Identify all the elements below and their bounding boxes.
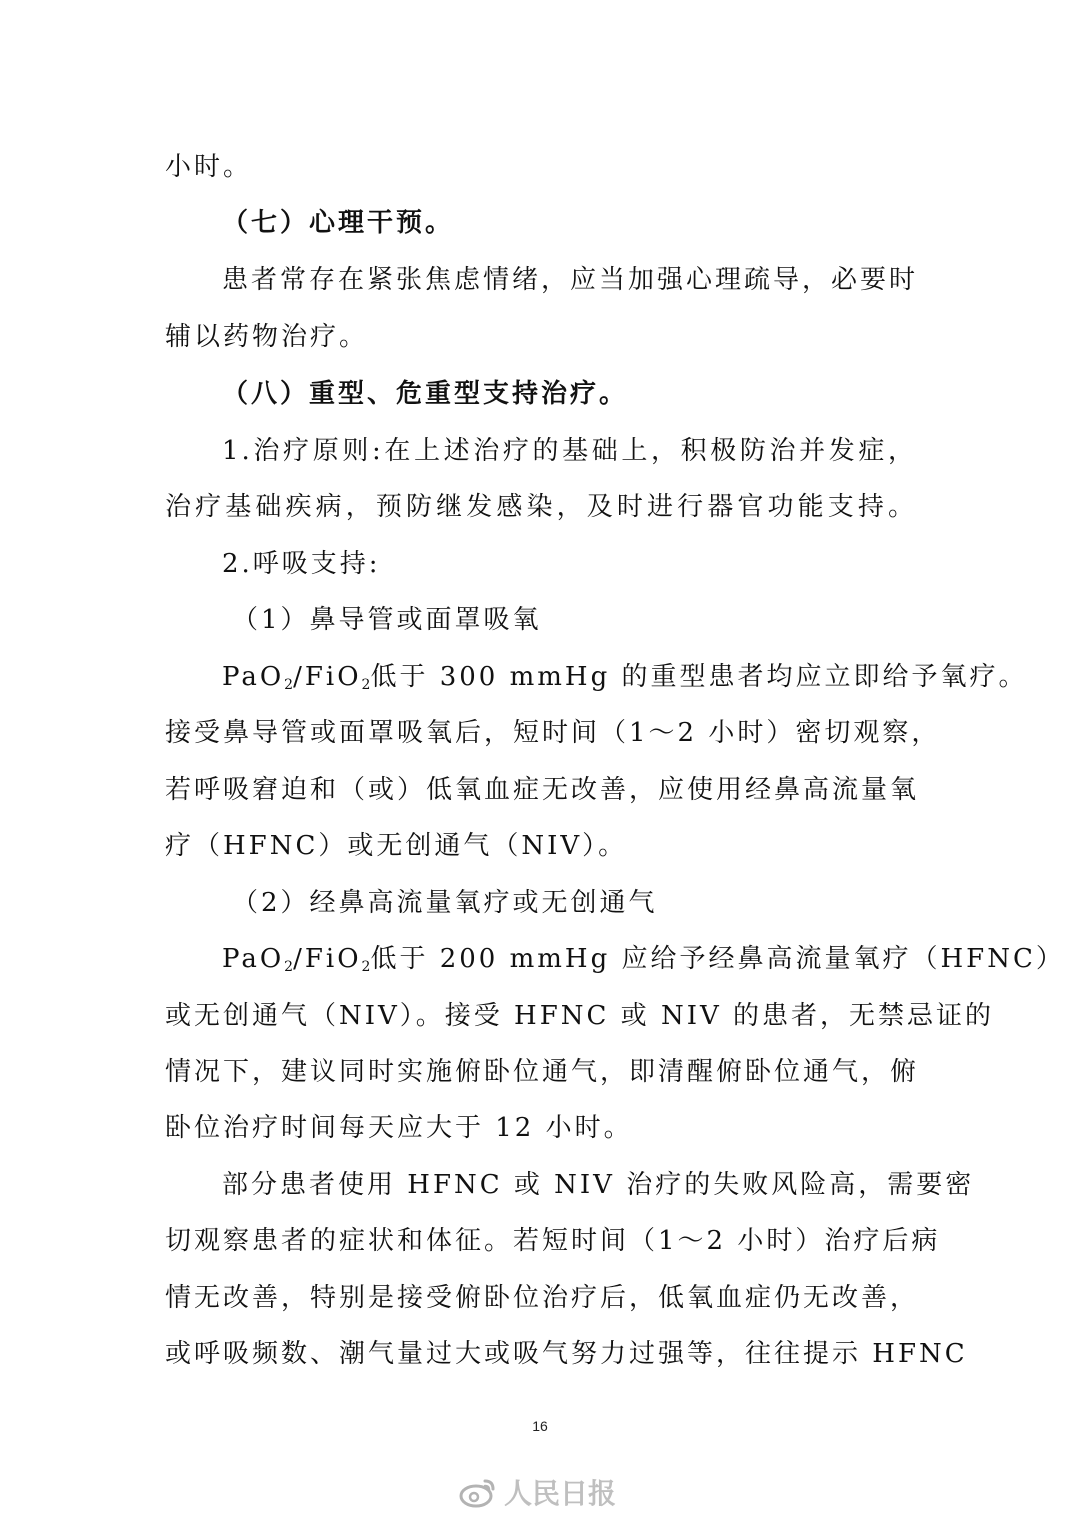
weibo-icon xyxy=(458,1475,498,1509)
formula-pao2: PaO$_2$/FiO$_2$ xyxy=(222,944,371,975)
paragraph-line: 治疗基础疾病，预防继发感染，及时进行器官功能支持。 xyxy=(165,492,917,522)
line-text: 低于 300 mmHg 的重型患者均应立即给予氧疗。 xyxy=(370,662,1028,692)
formula-pao2: PaO$_2$/FiO$_2$ xyxy=(222,662,371,693)
paragraph-line: 小时。 xyxy=(165,152,253,182)
paragraph-line: 辅以药物治疗。 xyxy=(165,322,369,352)
paragraph-line: 或呼吸频数、潮气量过大或吸气努力过强等，往往提示 HFNC xyxy=(165,1339,968,1369)
line-text: 低于 200 mmHg 应给予经鼻高流量氧疗（HFNC） xyxy=(370,944,1065,974)
subsection-heading: （1）鼻导管或面罩吸氧 xyxy=(232,605,542,635)
subsection-heading: 2.呼吸支持: xyxy=(222,549,381,579)
paragraph-line xyxy=(222,942,1065,976)
subsection-heading: （2）经鼻高流量氧疗或无创通气 xyxy=(232,888,658,918)
paragraph-line xyxy=(222,660,1028,694)
paragraph-line: 卧位治疗时间每天应大于 12 小时。 xyxy=(165,1113,633,1143)
paragraph-line: 情况下，建议同时实施俯卧位通气，即清醒俯卧位通气，俯 xyxy=(165,1057,920,1087)
paragraph-line: 接受鼻导管或面罩吸氧后，短时间（1～2 小时）密切观察， xyxy=(165,718,941,748)
paragraph-line: 情无改善，特别是接受俯卧位治疗后，低氧血症仍无改善， xyxy=(165,1283,920,1313)
section-heading: （七）心理干预。 xyxy=(222,208,455,238)
page-number: 16 xyxy=(532,1418,548,1434)
paragraph-line: 疗（HFNC）或无创通气（NIV）。 xyxy=(165,831,628,861)
paragraph-line: 患者常存在紧张焦虑情绪，应当加强心理疏导，必要时 xyxy=(222,265,919,295)
paragraph-line: 或无创通气（NIV）。接受 HFNC 或 NIV 的患者，无禁忌证的 xyxy=(165,1001,995,1031)
paragraph-line: 1.治疗原则:在上述治疗的基础上，积极防治并发症， xyxy=(222,436,917,466)
watermark xyxy=(458,1472,628,1512)
paragraph-line: 若呼吸窘迫和（或）低氧血症无改善，应使用经鼻高流量氧 xyxy=(165,775,920,805)
section-heading: （八）重型、危重型支持治疗。 xyxy=(222,379,629,409)
watermark-text: 人民日报 xyxy=(504,1478,617,1509)
paragraph-line: 部分患者使用 HFNC 或 NIV 治疗的失败风险高，需要密 xyxy=(222,1170,975,1200)
paragraph-line: 切观察患者的症状和体征。若短时间（1～2 小时）治疗后病 xyxy=(165,1226,941,1256)
